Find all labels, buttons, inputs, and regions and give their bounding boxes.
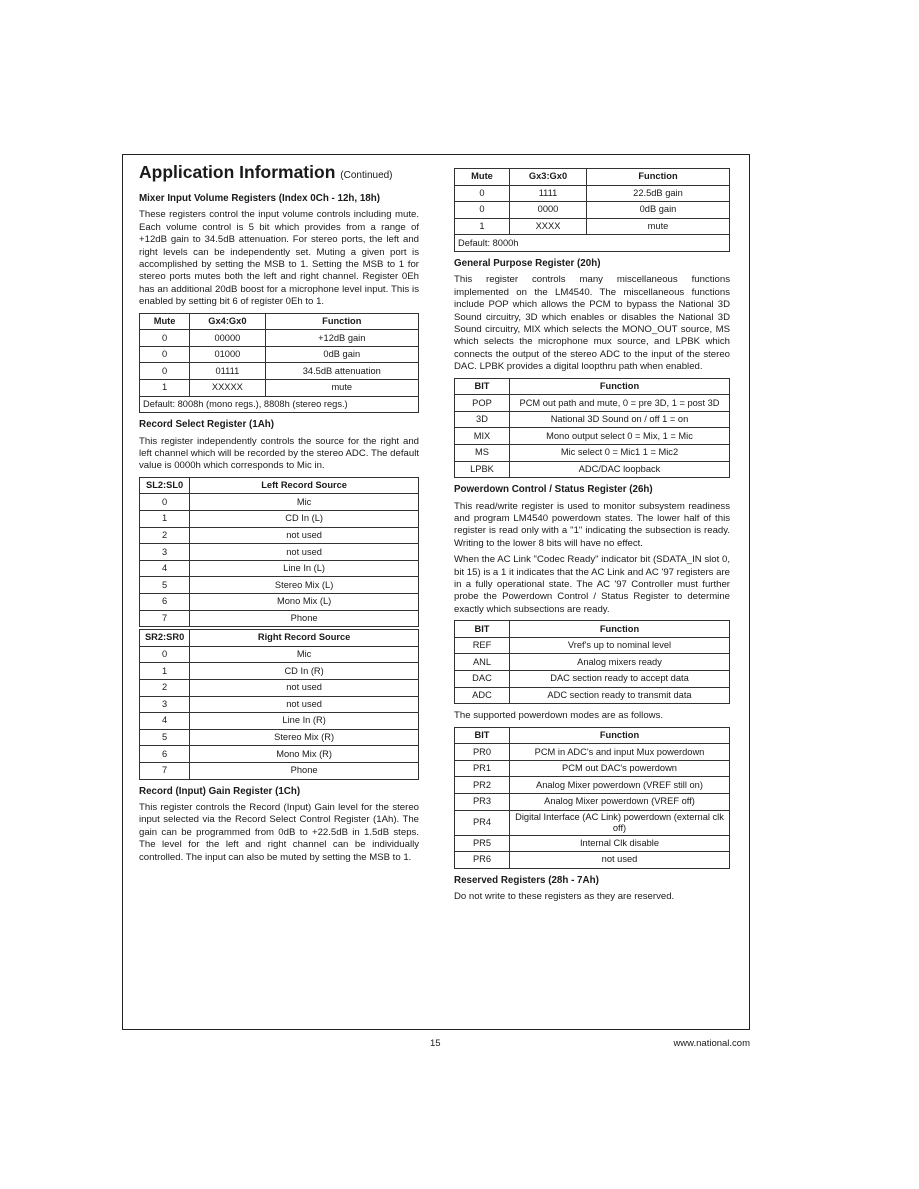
table-row: [455, 378, 730, 395]
paragraph: This register controls the Record (Input) Gain level for the stereo input selected via the Record Select Control Register (1Ah). The gain can be programmed from 0dB to +22.5dB in 1.5dB steps. The level for the left and right channel can be individually controlled. The input can also be muted by setting the MSB to 1.: [139, 801, 419, 863]
table-cell: Vref's up to nominal level: [510, 637, 730, 654]
left-column: [139, 162, 419, 868]
table-row: [140, 313, 419, 330]
table-row: [455, 428, 730, 445]
table-cell: 7: [140, 610, 190, 627]
table-cell: ADC section ready to transmit data: [510, 687, 730, 704]
table-row: [455, 621, 730, 638]
table-cell: 22.5dB gain: [587, 185, 730, 202]
table-row: [455, 835, 730, 852]
table-cell: PR4: [455, 810, 510, 835]
table-cell: 0dB gain: [265, 346, 418, 363]
table-cell: 1: [140, 663, 190, 680]
table-cell: 0000: [510, 202, 587, 219]
table-row: [455, 202, 730, 219]
table-cell: Phone: [190, 610, 419, 627]
table-cell: PR1: [455, 760, 510, 777]
table-cell: 1: [455, 218, 510, 235]
table-cell: XXXX: [510, 218, 587, 235]
table-header-cell: Function: [510, 378, 730, 395]
table-row: [140, 679, 419, 696]
status-table: [454, 620, 730, 704]
page-number: 15: [430, 1038, 441, 1049]
table-row: [455, 411, 730, 428]
table-row: [455, 794, 730, 811]
table-cell: Internal Clk disable: [510, 835, 730, 852]
table-cell: Mic: [190, 494, 419, 511]
section-heading: Reserved Registers (28h - 7Ah): [454, 874, 599, 886]
table-row: [140, 762, 419, 779]
table-row: [140, 544, 419, 561]
table-row: [455, 727, 730, 744]
table-row: [140, 494, 419, 511]
table-row: [140, 713, 419, 730]
table-row: [140, 663, 419, 680]
table-cell: 0: [140, 330, 190, 347]
table-header-cell: BIT: [455, 727, 510, 744]
table-cell: not used: [190, 544, 419, 561]
table-cell: Mic: [190, 646, 419, 663]
table-row: [455, 461, 730, 478]
table-cell: PCM out DAC's powerdown: [510, 760, 730, 777]
table-cell: 4: [140, 713, 190, 730]
table-cell: Stereo Mix (L): [190, 577, 419, 594]
table-row: [140, 560, 419, 577]
table-cell: mute: [587, 218, 730, 235]
table-cell: Line In (L): [190, 560, 419, 577]
table-header-cell: BIT: [455, 621, 510, 638]
table-row: [140, 363, 419, 380]
table-cell: LPBK: [455, 461, 510, 478]
table-cell: 1111: [510, 185, 587, 202]
table-header-cell: SR2:SR0: [140, 630, 190, 647]
table-cell: Analog Mixer powerdown (VREF still on): [510, 777, 730, 794]
paragraph: When the AC Link "Codec Ready" indicator bit (SDATA_IN slot 0, bit 15) is a 1 it indicates that the AC Link and AC '97 registers are in a fully operational state. The AC '97 Controller must further probe the Powerdown Control / Status Register to determine exactly which subsections are ready.: [454, 554, 730, 615]
table-row: [455, 395, 730, 412]
table-cell: PR0: [455, 744, 510, 761]
table-cell: not used: [510, 852, 730, 869]
table-cell: Mic select 0 = Mic1 1 = Mic2: [510, 445, 730, 462]
table-row: [455, 777, 730, 794]
table-cell: 6: [140, 746, 190, 763]
record-gain-table: [454, 168, 730, 252]
table-row: [455, 235, 730, 252]
table-cell: DAC section ready to accept data: [510, 671, 730, 688]
table-cell: 0: [140, 346, 190, 363]
table-row: [455, 687, 730, 704]
table-cell: 01111: [190, 363, 265, 380]
table-row: [140, 577, 419, 594]
table-header-cell: Right Record Source: [190, 630, 419, 647]
table-row: [455, 744, 730, 761]
table-row: [140, 646, 419, 663]
table-row: [455, 654, 730, 671]
table-row: [140, 330, 419, 347]
paragraph: Do not write to these registers as they are reserved.: [454, 891, 675, 903]
paragraph: The supported powerdown modes are as follows.: [454, 710, 664, 722]
table-cell: 3: [140, 696, 190, 713]
table-row: [455, 218, 730, 235]
table-cell: 0: [455, 185, 510, 202]
table-cell: 01000: [190, 346, 265, 363]
paragraph: This read/write register is used to monitor subsystem readiness and program LM4540 powerdown states. The lower half of this register is read only with a "1" indicating the subsection is ready. Writing to the lower 8 bits will have no effect.: [454, 500, 730, 549]
table-header-cell: Mute: [455, 169, 510, 186]
table-cell: PR2: [455, 777, 510, 794]
table-row: [140, 527, 419, 544]
table-row: [140, 729, 419, 746]
table-row: [140, 396, 419, 413]
table-cell: Mono Mix (R): [190, 746, 419, 763]
table-cell: Default: 8008h (mono regs.), 8808h (stereo regs.): [140, 396, 419, 413]
table-cell: PR6: [455, 852, 510, 869]
table-cell: PCM in ADC's and input Mux powerdown: [510, 744, 730, 761]
table-header-cell: Function: [587, 169, 730, 186]
table-cell: Line In (R): [190, 713, 419, 730]
table-cell: Mono output select 0 = Mix, 1 = Mic: [510, 428, 730, 445]
table-cell: XXXXX: [190, 380, 265, 397]
table-row: [455, 760, 730, 777]
table-header-cell: Mute: [140, 313, 190, 330]
table-cell: National 3D Sound on / off 1 = on: [510, 411, 730, 428]
table-cell: 0: [455, 202, 510, 219]
section-heading: Powerdown Control / Status Register (26h): [454, 484, 653, 496]
table-cell: 2: [140, 679, 190, 696]
table-cell: 1: [140, 380, 190, 397]
table-cell: ANL: [455, 654, 510, 671]
table-cell: REF: [455, 637, 510, 654]
table-row: [455, 671, 730, 688]
left-record-source-table: [139, 477, 419, 627]
table-header-cell: Gx4:Gx0: [190, 313, 265, 330]
table-cell: Stereo Mix (R): [190, 729, 419, 746]
section-heading: Mixer Input Volume Registers (Index 0Ch - 12h, 18h): [139, 193, 380, 204]
table-row: [455, 637, 730, 654]
table-cell: Phone: [190, 762, 419, 779]
table-header-cell: Left Record Source: [190, 477, 419, 494]
table-cell: PR3: [455, 794, 510, 811]
table-row: [140, 380, 419, 397]
table-row: [455, 810, 730, 835]
table-row: [140, 346, 419, 363]
table-row: [455, 185, 730, 202]
table-cell: Default: 8000h: [455, 235, 730, 252]
table-header-cell: BIT: [455, 378, 510, 395]
table-cell: 5: [140, 729, 190, 746]
table-cell: +12dB gain: [265, 330, 418, 347]
table-cell: 0: [140, 363, 190, 380]
table-cell: 3: [140, 544, 190, 561]
table-cell: MIX: [455, 428, 510, 445]
table-cell: ADC: [455, 687, 510, 704]
table-cell: MS: [455, 445, 510, 462]
table-cell: 4: [140, 560, 190, 577]
section-heading: Record (Input) Gain Register (1Ch): [139, 785, 301, 797]
paragraph: These registers control the input volume controls including mute. Each volume control is 5 bit which provides from a range of +12dB gain to 34.5dB attenuation. For stereo ports, the left and right levels can be independently set. Muting a given port is accomplished by setting the MSB to 1. Setting the MSB to 1 for stereo ports mutes both the left and right channel. Register 0Eh has an additional 20dB boost for a microphone level input. This is enabled by setting bit 6 of register 0Eh to 1.: [139, 209, 419, 308]
table-cell: Digital Interface (AC Link) powerdown (external clk off): [510, 810, 730, 835]
table-cell: 0: [140, 494, 190, 511]
table-cell: not used: [190, 527, 419, 544]
table-cell: 34.5dB attenuation: [265, 363, 418, 380]
table-cell: 00000: [190, 330, 265, 347]
table-header-cell: Function: [265, 313, 418, 330]
paragraph: This register independently controls the source for the right and left channel which will be recorded by the stereo ADC. The default value is 0000h which corresponds to Mic in.: [139, 435, 419, 472]
table-cell: Analog mixers ready: [510, 654, 730, 671]
table-cell: Mono Mix (L): [190, 594, 419, 611]
page-title-continued: (Continued): [340, 170, 393, 181]
table-row: [455, 445, 730, 462]
right-column: [454, 168, 730, 908]
page-title-text: Application Information: [139, 162, 336, 182]
table-cell: CD In (R): [190, 663, 419, 680]
table-row: [140, 594, 419, 611]
page-title: [139, 162, 419, 186]
table-cell: 5: [140, 577, 190, 594]
table-row: [140, 630, 419, 647]
table-row: [455, 852, 730, 869]
section-heading: Record Select Register (1Ah): [139, 419, 275, 431]
table-header-cell: Gx3:Gx0: [510, 169, 587, 186]
table-cell: not used: [190, 696, 419, 713]
table-cell: Analog Mixer powerdown (VREF off): [510, 794, 730, 811]
table-cell: 6: [140, 594, 190, 611]
table-cell: 0dB gain: [587, 202, 730, 219]
table-row: [140, 477, 419, 494]
table-cell: PCM out path and mute, 0 = pre 3D, 1 = post 3D: [510, 395, 730, 412]
table-cell: PR5: [455, 835, 510, 852]
table-header-cell: Function: [510, 727, 730, 744]
section-heading: General Purpose Register (20h): [454, 257, 601, 269]
table-cell: 2: [140, 527, 190, 544]
table-cell: 7: [140, 762, 190, 779]
paragraph: This register controls many miscellaneous functions implemented on the LM4540. The miscellaneous functions include POP which allows the PCM to bypass the National 3D Sound circuitry, 3D which enables or disables the National 3D Sound circuitry, MIX which selects the MONO_OUT source, MS which selects the microphone mux source, and LPBK which connects the output of the stereo ADC to the input of the stereo DAC. LPBK provides a digital loopthru path when enabled.: [454, 274, 730, 373]
table-header-cell: Function: [510, 621, 730, 638]
table-row: [140, 746, 419, 763]
table-row: [455, 169, 730, 186]
table-cell: mute: [265, 380, 418, 397]
table-cell: 1: [140, 511, 190, 528]
table-cell: ADC/DAC loopback: [510, 461, 730, 478]
right-record-source-table: [139, 629, 419, 779]
powerdown-modes-table: [454, 727, 730, 869]
table-cell: CD In (L): [190, 511, 419, 528]
table-row: [140, 511, 419, 528]
table-cell: not used: [190, 679, 419, 696]
table-cell: DAC: [455, 671, 510, 688]
footer-website: www.national.com: [673, 1038, 750, 1049]
table-cell: 0: [140, 646, 190, 663]
general-purpose-table: [454, 378, 730, 479]
table-cell: 3D: [455, 411, 510, 428]
mixer-volume-table: [139, 313, 419, 414]
table-row: [140, 610, 419, 627]
table-header-cell: SL2:SL0: [140, 477, 190, 494]
table-cell: POP: [455, 395, 510, 412]
table-row: [140, 696, 419, 713]
